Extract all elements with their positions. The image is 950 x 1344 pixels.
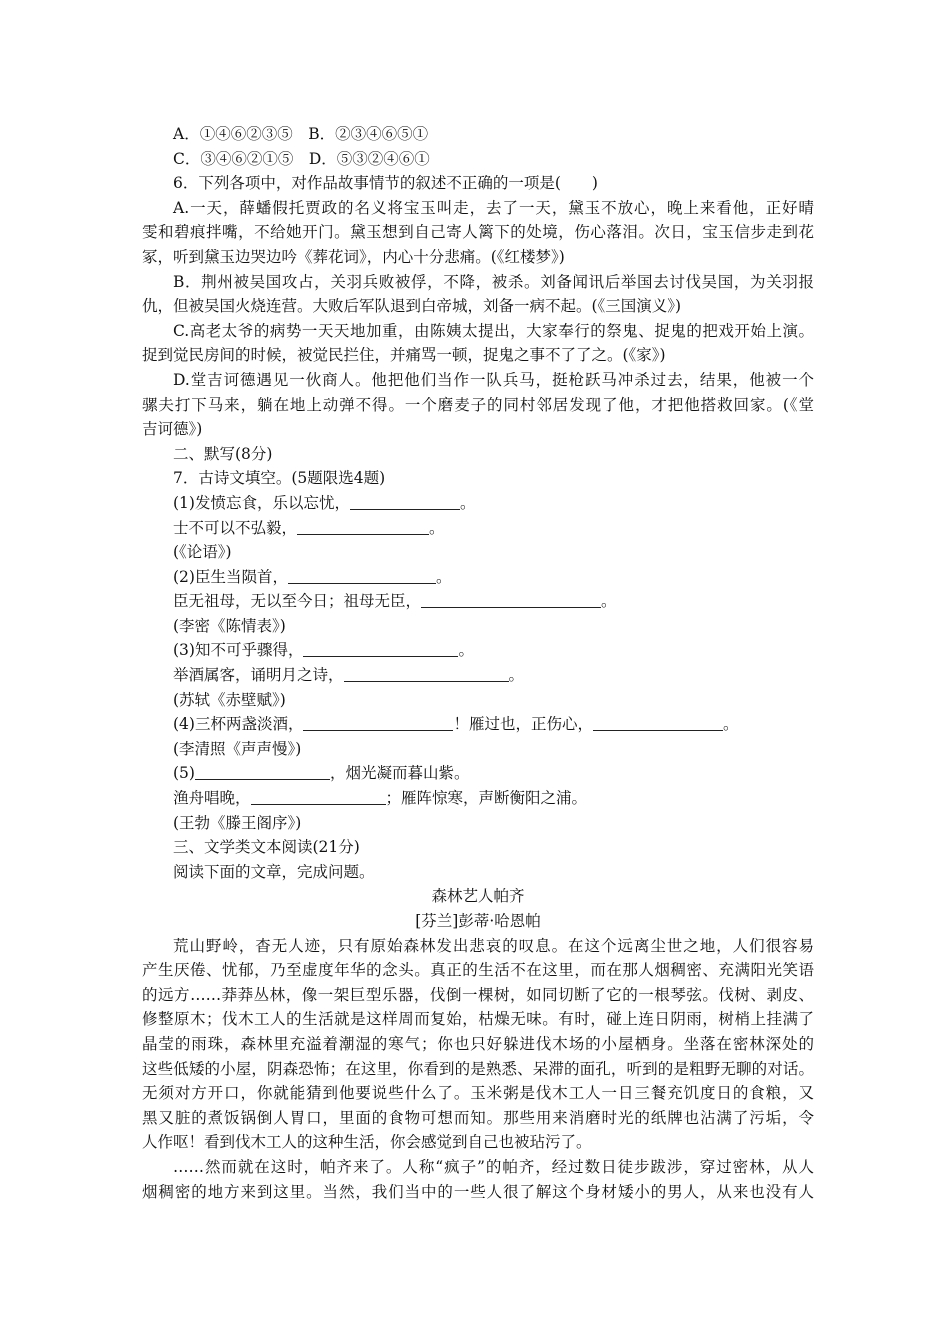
- line-text: 捉到觉民房间的时候，被觉民拦住，并痛骂一顿，捉鬼之事不了了之。(《家》): [142, 346, 666, 365]
- text-line: [142, 196, 814, 221]
- line-text: 烟稠密的地方来到这里。当然，我们当中的一些人很了解这个身材矮小的男人，从来也没有人: [142, 1182, 814, 1201]
- line-text: (4)三杯两盏淡酒，: [173, 715, 304, 734]
- text-line: [142, 737, 814, 762]
- line-text: C.高老太爷的病势一天天地加重，由陈姨太提出，大家奉行的祭鬼、捉鬼的把戏开始上演。: [173, 321, 814, 340]
- line-text: 黑又脏的煮饭锅倒人胃口，里面的食物可想而知。那些用来消磨时光的纸牌也沾满了污垢，令: [142, 1108, 814, 1127]
- text-line: [142, 934, 814, 959]
- line-text: 荒山野岭，杳无人迹，只有原始森林发出悲哀的叹息。在这个远离尘世之地，人们很容易: [173, 936, 814, 955]
- line-text: B．荆州被吴国攻占，关羽兵败被俘，不降，被杀。刘备闻讯后举国去讨伐吴国，为关羽报: [173, 272, 814, 291]
- line-text: (李清照《声声慢》): [173, 739, 302, 758]
- line-text: 这些低矮的小屋，阴森恐怖；在这里，你看到的是熟悉、呆滞的面孔，听到的是粗野无聊的对话。: [142, 1059, 814, 1078]
- line-text: 的远方……莽莽丛林，像一架巨型乐器，伐倒一棵树，如同切断了它的一根琴弦。伐树、剥皮、: [142, 985, 814, 1004]
- text-line: [142, 516, 814, 541]
- line-text: (5): [173, 764, 195, 783]
- text-line: [142, 442, 814, 467]
- text-line: [142, 417, 814, 442]
- text-line: [142, 786, 814, 811]
- line-text: 二、默写(8分): [173, 444, 273, 463]
- text-line: [142, 245, 814, 270]
- fill-in-blank[interactable]: [195, 763, 330, 780]
- line-text: (王勃《滕王阁序》): [173, 813, 302, 832]
- text-line: [142, 835, 814, 860]
- line-text: (1)发愤忘食，乐以忘忧，: [173, 493, 350, 512]
- text-line: [142, 1057, 814, 1082]
- text-line: [142, 1106, 814, 1131]
- line-text-tail: ，烟光凝而暮山紫。: [329, 764, 470, 783]
- fill-in-blank[interactable]: [593, 714, 723, 731]
- line-text-tail: 。: [459, 493, 476, 512]
- line-text: 仇，但被吴国火烧连营。大败后军队退到白帝城，刘备一病不起。(《三国演义》): [142, 297, 682, 316]
- line-text: 修整原木；伐木工人的生活就是这样周而复始，枯燥无味。有时，碰上连日阴雨，树梢上挂满了: [142, 1010, 814, 1029]
- line-text: 雯和碧痕拌嘴，不给她开门。黛玉想到自己寄人篱下的处境，伤心落泪。次日，宝玉信步走到花: [142, 223, 814, 242]
- text-line: [142, 393, 814, 418]
- line-text: ……然而就在这时，帕齐来了。人称“疯子”的帕齐，经过数日徒步跋涉，穿过密林，从人: [173, 1157, 814, 1176]
- line-text: D.堂吉诃德遇见一伙商人。他把他们当作一队兵马，挺枪跃马冲杀过去，结果，他被一个: [173, 370, 814, 389]
- line-text-tail: 。: [458, 641, 474, 660]
- line-text: 阅读下面的文章，完成问题。: [173, 862, 375, 881]
- text-line: [142, 1155, 814, 1180]
- line-text: (2)臣生当陨首，: [173, 567, 288, 586]
- line-text-tail: 。: [601, 592, 617, 611]
- text-line: [142, 688, 814, 713]
- text-line: [142, 811, 814, 836]
- text-line: [142, 1130, 814, 1155]
- line-text-tail: ；雁阵惊寒，声断衡阳之浦。: [385, 789, 588, 808]
- fill-in-blank[interactable]: [350, 493, 460, 510]
- text-line: [142, 368, 814, 393]
- fill-in-blank[interactable]: [297, 518, 429, 535]
- text-line: [142, 638, 814, 663]
- line-text: 7．古诗文填空。(5题限选4题): [173, 469, 386, 488]
- text-line: [142, 540, 814, 565]
- text-line: [142, 491, 814, 516]
- text-line: [142, 983, 814, 1008]
- document-heading: [142, 909, 814, 934]
- line-text: 森林艺人帕齐: [431, 887, 525, 906]
- fill-in-blank[interactable]: [288, 567, 436, 584]
- document-heading: [142, 884, 814, 909]
- text-line: [142, 343, 814, 368]
- line-text: 冢，听到黛玉边哭边吟《葬花词》，内心十分悲痛。(《红楼梦》): [142, 247, 565, 266]
- line-text: 举酒属客，诵明月之诗，: [173, 666, 344, 685]
- line-text: 士不可以不弘毅，: [173, 518, 298, 537]
- line-text: (李密《陈情表》): [173, 616, 286, 635]
- line-text: 吉诃德》): [142, 420, 203, 439]
- text-line: [142, 122, 814, 147]
- line-text: 6．下列各项中，对作品故事情节的叙述不正确的一项是( ): [173, 174, 598, 193]
- text-line: [142, 270, 814, 295]
- text-line: [142, 220, 814, 245]
- line-text-tail: 。: [435, 567, 452, 586]
- text-line: [142, 171, 814, 196]
- line-text: A．①④⑥②③⑤ B．②③④⑥⑤①: [173, 125, 429, 143]
- fill-in-blank[interactable]: [251, 788, 386, 805]
- fill-in-blank[interactable]: [303, 640, 458, 657]
- line-text: 人作呕！看到伐木工人的这种生活，你会感觉到自己也被玷污了。: [142, 1133, 592, 1152]
- line-text: 晶莹的雨珠，森林里充溢着潮湿的寒气；你也只好躲进伐木场的小屋栖身。坐落在密林深处的: [142, 1034, 814, 1053]
- text-line: [142, 663, 814, 688]
- text-line: [142, 958, 814, 983]
- line-text: 三、文学类文本阅读(21分): [173, 838, 360, 857]
- text-line: [142, 1180, 814, 1205]
- line-text-tail: 。: [508, 666, 525, 685]
- line-text: 产生厌倦、忧郁，乃至虚度年华的念头。真正的生活不在这里，而在那人烟稠密、充满阳光笑语: [142, 961, 814, 980]
- line-text: 渔舟唱晚，: [173, 789, 251, 808]
- fill-in-blank[interactable]: [344, 665, 509, 682]
- fill-in-blank[interactable]: [421, 591, 601, 608]
- text-line: [142, 294, 814, 319]
- text-line: [142, 712, 814, 737]
- line-text: 无须对方开口，你就能猜到他要说些什么了。玉米粥是伐木工人一日三餐充饥度日的食粮，又: [142, 1084, 814, 1103]
- text-line: [142, 860, 814, 885]
- line-text-tail: 。: [429, 518, 445, 537]
- fill-in-blank[interactable]: [303, 714, 453, 731]
- line-text-tail: ！雁过也，正伤心，: [453, 715, 593, 734]
- text-line: [142, 761, 814, 786]
- text-line: [142, 589, 814, 614]
- text-line: [142, 319, 814, 344]
- text-line: [142, 466, 814, 491]
- line-text: 臣无祖母，无以至今日；祖母无臣，: [173, 592, 422, 611]
- text-line: [142, 1032, 814, 1057]
- line-text: C．③④⑥②①⑤ D．⑤③②④⑥①: [173, 149, 430, 168]
- line-text: 骡夫打下马来，躺在地上动弹不得。一个磨麦子的同村邻居发现了他，才把他搭救回家。(《堂: [142, 395, 814, 414]
- line-text: [芬兰]彭蒂·哈恩帕: [415, 912, 541, 930]
- line-text: (《论语》): [173, 543, 232, 562]
- text-line: [142, 1007, 814, 1032]
- line-text-tail: 。: [722, 715, 739, 734]
- document-content: [142, 122, 814, 1204]
- line-text: A.一天，薛蟠假托贾政的名义将宝玉叫走，去了一天，黛玉不放心，晚上来看他，正好晴: [173, 198, 814, 217]
- text-line: [142, 565, 814, 590]
- line-text: (3)知不可乎骤得，: [173, 641, 304, 660]
- text-line: [142, 1081, 814, 1106]
- text-line: [142, 147, 814, 172]
- line-text: (苏轼《赤壁赋》): [173, 690, 286, 709]
- text-line: [142, 614, 814, 639]
